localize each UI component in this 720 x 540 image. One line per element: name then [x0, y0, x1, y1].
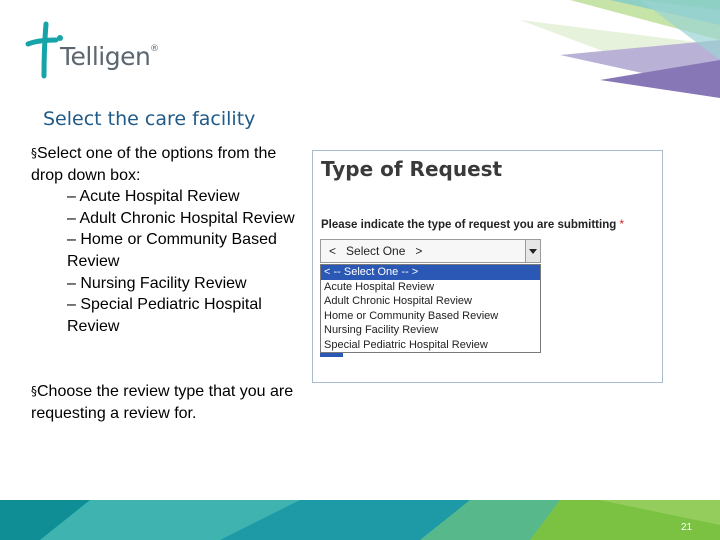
option-select-one[interactable]: < -- Select One -- >	[321, 265, 540, 280]
request-type-screenshot	[312, 150, 663, 383]
select-current-value: < Select One >	[329, 244, 423, 258]
bullet-text: Choose the review type that you are requesting a review for.	[31, 383, 294, 422]
page-number: 21	[681, 522, 693, 533]
option-adult-chronic[interactable]: Adult Chronic Hospital Review	[324, 295, 472, 308]
request-type-options[interactable]	[320, 264, 541, 353]
request-type-question	[321, 219, 624, 231]
bullet-text: Select one of the options from the drop down box:	[31, 145, 277, 184]
request-type-select[interactable]	[320, 239, 541, 263]
required-marker: *	[619, 219, 624, 231]
chevron-down-icon[interactable]	[525, 240, 540, 262]
slide-title: Select the care facility	[43, 108, 256, 130]
sub-item-acute: – Acute Hospital Review	[67, 188, 240, 206]
request-type-title: Type of Request	[321, 157, 503, 181]
option-acute-hospital[interactable]: Acute Hospital Review	[324, 280, 435, 293]
option-nursing-facility[interactable]: Nursing Facility Review	[324, 324, 439, 337]
bullet-marker-icon: §	[31, 146, 37, 160]
bullet-item	[31, 143, 296, 186]
footer-decoration	[0, 500, 720, 540]
button-edge	[320, 353, 343, 357]
logo-wordmark: Telligen	[60, 42, 151, 71]
bullet-item	[31, 381, 296, 424]
bullet-list	[31, 143, 296, 337]
option-special-pediatric[interactable]: Special Pediatric Hospital Review	[324, 338, 488, 351]
bullet-marker-icon: §	[31, 384, 37, 398]
option-home-community[interactable]: Home or Community Based Review	[324, 309, 499, 322]
sub-item-home-community: – Home or Community Based Review	[67, 231, 277, 270]
sub-item-adult-chronic: – Adult Chronic Hospital Review	[67, 209, 295, 227]
sub-item-nursing: – Nursing Facility Review	[67, 274, 247, 292]
question-text: Please indicate the type of request you are submitting	[321, 219, 617, 231]
registered-mark: ®	[150, 44, 159, 54]
sub-item-special-pediatric: – Special Pediatric Hospital Review	[67, 296, 262, 335]
